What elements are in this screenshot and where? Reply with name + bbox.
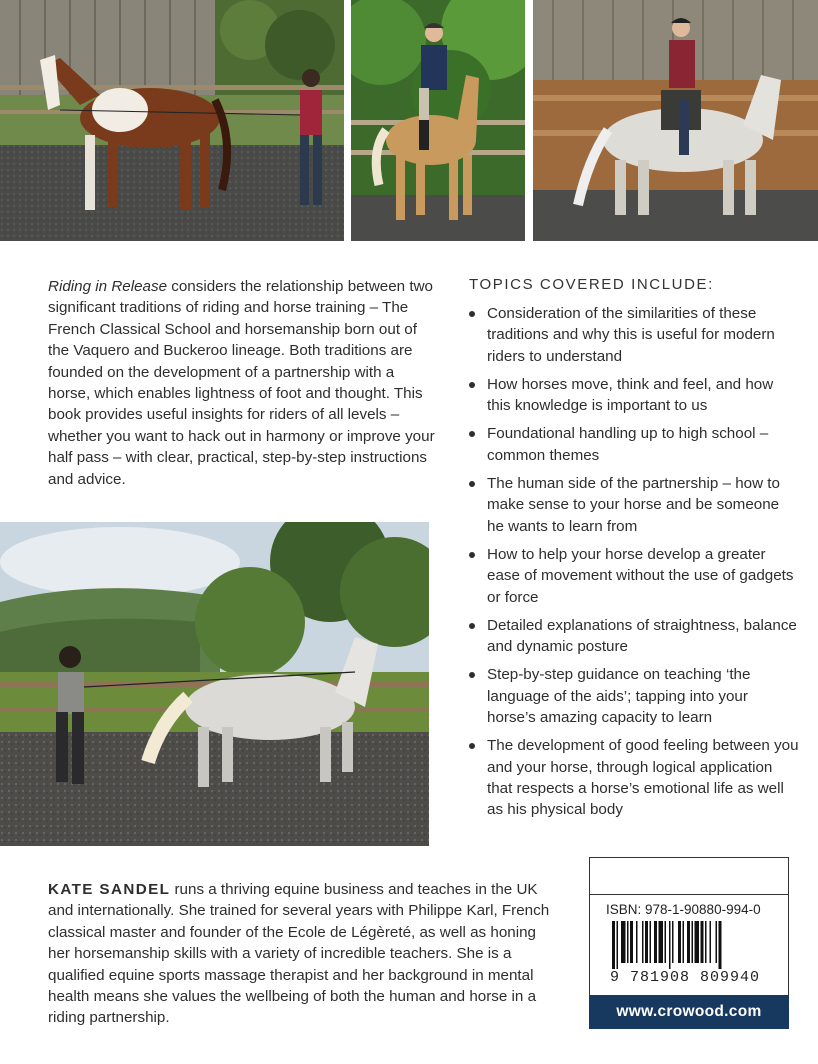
barcode-bar	[665, 921, 667, 963]
list-item-text: Consideration of the similarities of these traditions and why this is useful for modern riders to understand	[487, 305, 775, 365]
author-bio	[48, 879, 560, 1029]
bullet-icon	[469, 552, 475, 558]
barcode-bar	[612, 921, 615, 969]
topics-list	[469, 303, 799, 821]
publisher-url: www.crowood.com	[589, 995, 789, 1029]
list-item	[469, 735, 799, 820]
barcode-bar	[687, 921, 690, 963]
list-item	[469, 664, 799, 728]
bullet-icon	[469, 623, 475, 629]
bullet-icon	[469, 672, 475, 678]
barcode-bar	[621, 921, 626, 963]
photo-handler-with-grey-horse	[0, 522, 429, 846]
barcode-bar	[678, 921, 681, 963]
bullet-icon	[469, 311, 475, 317]
list-item-text: Foundational handling up to high school – common themes	[487, 425, 769, 464]
list-item	[469, 374, 799, 417]
barcode-bar	[695, 921, 700, 963]
barcode-bar	[636, 921, 638, 963]
author-bio-text: runs a thriving equine business and teaches in the UK and internationally. She trained for several years with Philippe Karl, French classical master and founder of the Ecole de Légèreté, as well as honing her horsemanship skills with a variety of incredible teachers. She is a qualified equine sports massage therapist and her background in mental health means she values the wellbeing of both the human and horse in a riding partnership.	[48, 881, 550, 1027]
list-item	[469, 544, 799, 608]
list-item-text: Step-by-step guidance on teaching ‘the language of the aids’; tapping into your horse’s amazing capacity to learn	[487, 666, 751, 727]
barcode-box	[589, 857, 789, 1029]
bullet-icon	[469, 431, 475, 437]
list-item	[469, 615, 799, 658]
barcode-top-rule	[590, 894, 788, 895]
photo-piebald-horse-lunging	[0, 0, 344, 241]
list-item-text: Detailed explanations of straightness, balance and dynamic posture	[487, 616, 797, 656]
photo-rider-on-grey-horse	[533, 0, 818, 241]
barcode-bar	[645, 921, 648, 963]
barcode-bar	[627, 921, 629, 963]
barcode-bar	[617, 921, 619, 969]
barcode-digits: 9 781908 809940	[610, 969, 761, 986]
author-name: KATE SANDEL	[48, 881, 171, 898]
list-item-text: How to help your horse develop a greater ease of movement without the use of gadgets or force	[487, 545, 794, 606]
intro-paragraph	[48, 276, 440, 490]
list-item	[469, 473, 799, 537]
barcode-bar	[716, 921, 718, 963]
barcode-bar	[719, 921, 722, 969]
barcode-bar	[710, 921, 712, 963]
barcode-bar	[659, 921, 664, 963]
barcode-bar	[672, 921, 674, 963]
barcode-bar	[650, 921, 652, 963]
barcode-icon	[604, 921, 776, 969]
list-item-text: How horses move, think and feel, and how this knowledge is important to us	[487, 375, 774, 415]
topics-heading: TOPICS COVERED INCLUDE:	[469, 276, 714, 293]
bullet-icon	[469, 382, 475, 388]
barcode-bar	[669, 921, 671, 969]
topics-section	[469, 276, 799, 828]
barcode-bar	[654, 921, 657, 963]
barcode-bar	[701, 921, 704, 963]
bullet-icon	[469, 481, 475, 487]
barcode-bar	[642, 921, 644, 963]
isbn-label: ISBN: 978-1-90880-994-0	[606, 902, 761, 917]
barcode-bar	[630, 921, 633, 963]
intro-text: considers the relationship between two significant traditions of riding and horse training – The French Classical School and horsemanship born out of the Vaquero and Buckeroo lineage. Both traditions are founded on the development of a partnership with a horse, which enables lightness of foot and thought. This book provides useful insights for riders of all levels – whether you want to hack out in harmony or improve your half pass – with clear, practical, step-by-step instructions and advice.	[48, 278, 435, 488]
barcode-bar	[683, 921, 685, 963]
book-title-italic: Riding in Release	[48, 278, 168, 295]
list-item-text: The development of good feeling between you and your horse, through logical application that respects a horse’s emotional life as well as his physical body	[487, 737, 799, 819]
list-item-text: The human side of the partnership – how to make sense to your horse and be someone he wants to learn from	[487, 475, 780, 535]
list-item	[469, 303, 799, 367]
list-item	[469, 423, 799, 466]
barcode-bar	[692, 921, 694, 963]
photo-rider-on-palomino	[351, 0, 525, 241]
barcode-bar	[705, 921, 707, 963]
bullet-icon	[469, 743, 475, 749]
